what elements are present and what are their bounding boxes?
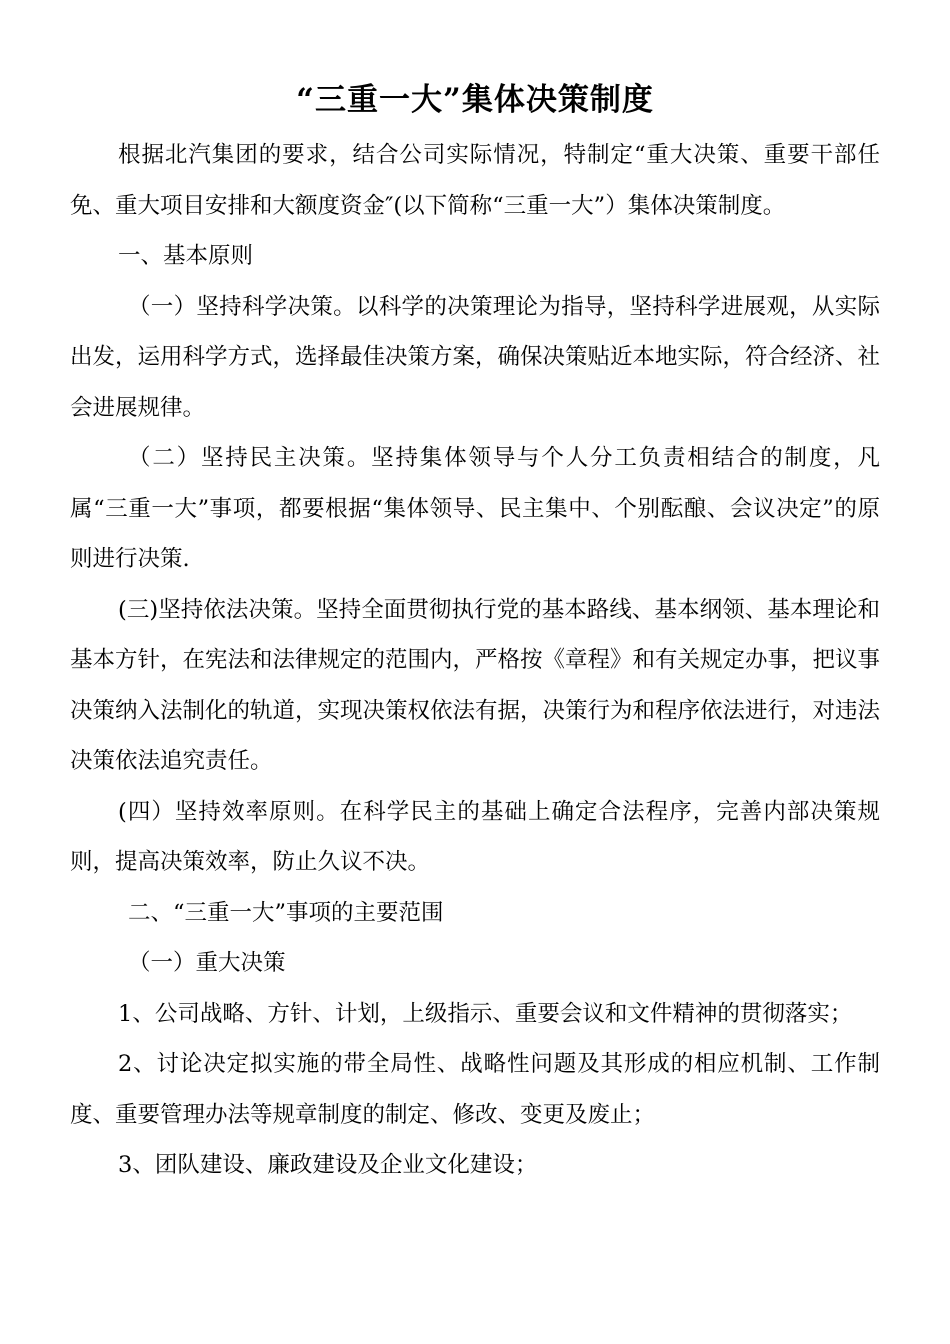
principle-4-paragraph: (四）坚持效率原则。在科学民主的基础上确定合法程序，完善内部决策规则，提高决策效率，防止久议不决。: [70, 798, 880, 875]
intro-paragraph: 根据北汽集团的要求，结合公司实际情况，特制定“重大决策、重要干部任免、重大项目安排和大额度资金″(以下简称“三重一大”）集体决策制度。: [70, 142, 880, 219]
section-heading-scope: 二、“三重一大”事项的主要范围: [128, 899, 444, 926]
principle-3-paragraph: (三)坚持依法决策。坚持全面贯彻执行党的基本路线、基本纲领、基本理论和基本方针，在宪法和法律规定的范围内，严格按《章程》和有关规定办事，把议事决策纳入法制化的轨道，实现决策权依法有据，决策行为和程序依法进行，对违法决策依法追究责任。: [70, 596, 881, 774]
list-item-1: 1、公司战略、方针、计划，上级指示、重要会议和文件精神的贯彻落实；: [118, 1000, 853, 1027]
document-title: “三重一大”集体决策制度: [296, 82, 654, 118]
list-item-3: 3、团队建设、廉政建设及企业文化建设；: [118, 1152, 538, 1178]
subsection-heading-major-decisions: （一）重大决策: [128, 950, 286, 976]
principle-1-paragraph: （一）坚持科学决策。以科学的决策理论为指导，坚持科学进展观，从实际出发，运用科学方式，选择最佳决策方案，确保决策贴近本地实际，符合经济、社会进展规律。: [70, 293, 881, 421]
section-heading-basic-principles: 一、基本原则: [118, 243, 254, 269]
principle-2-paragraph: （二）坚持民主决策。坚持集体领导与个人分工负责相结合的制度，凡属“三重一大”事项，都要根据“集体领导、民主集中、个别酝酿、会议决定”的原则进行决策.: [70, 445, 880, 572]
list-item-2: 2、讨论决定拟实施的带全局性、战略性问题及其形成的相应机制、工作制度、重要管理办法等规章制度的制定、修改、变更及废止；: [70, 1051, 880, 1128]
